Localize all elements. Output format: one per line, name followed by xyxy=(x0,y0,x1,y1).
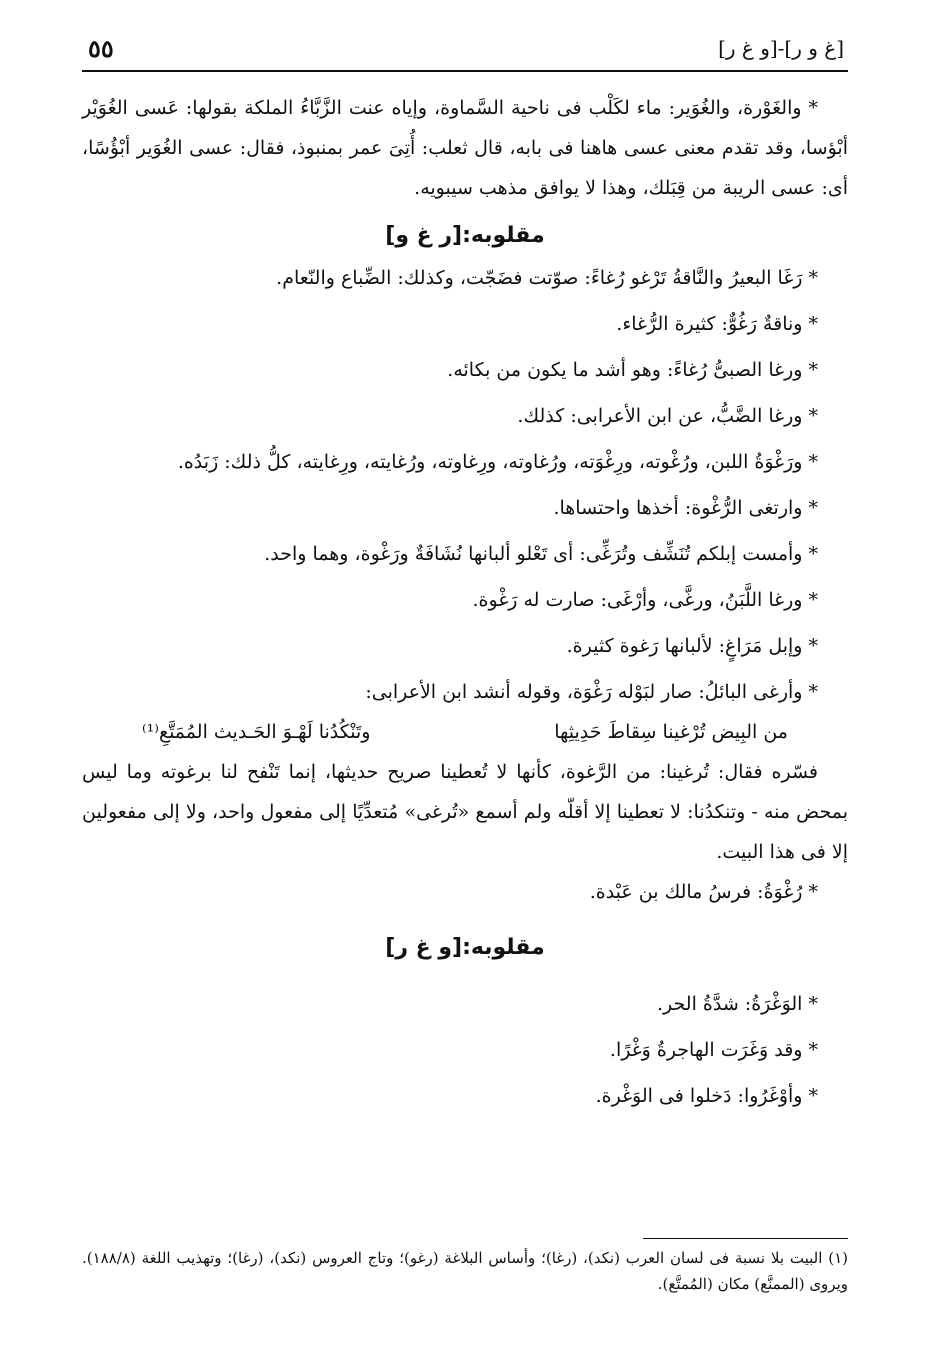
entry-item: * وارتغى الرُّغْوة: أخذها واحتساها. xyxy=(553,497,818,519)
footnote-item: (١) البيت بلا نسبة فى لسان العرب (نكد)، (رغا)؛ وأساس البلاغة (رغو)؛ وتاج العروس (نكد)، (رغا)؛ وتهذيب اللغة (١٨٨/٨). ويروى (الممنَّع) مكان (المُمتَّع). xyxy=(82,1249,848,1293)
page-header xyxy=(82,30,848,72)
page-number: ٥٥ xyxy=(88,34,114,63)
verse-hemistich-first: من البِيض تُرْغينا سِقاطَ حَدِيثِها xyxy=(554,721,788,743)
verse-hemistich-second: وتَنْكُدُنا لَهْـوَ الحَـديث المُمَتَّعِ⁽¹⁾ xyxy=(142,721,371,743)
entry-item: * ورَغْوَةُ اللبن، ورُغْوته، ورِغْوَته، ورُغاوته، ورِغاوته، ورُغايته، ورِغايته، كلُّ ذلك: زَبَدُه. xyxy=(177,451,818,473)
entry-item: * الوَغْرَةُ: شدَّةُ الحر. xyxy=(657,993,818,1015)
paragraph-ghawra: * والغَوْرة، والغُوَير: ماء لكَلْب فى ناحية السَّماوة، وإياه عنت الزَّبَّاءُ الملكة بقولها: عَسى الغُوَيْر أبْؤسا، وقد تقدم معنى عسى هاهنا فى بابه، قال ثعلب: أُتِىَ عمر بمنبوذ، فقال: عسى الغُوَير أبْؤُسًا، أى: عسى الريبة من قِبَلك، وهذا لا يوافق مذهب سيبويه. xyxy=(82,97,848,199)
entry-item: * ورغا الصبىُّ رُغاءً: وهو أشد ما يكون من بكائه. xyxy=(447,359,818,381)
entry-item: * رَغَا البعيرُ والنَّاقةُ تَرْغو رُغاءً: صوّتت فضَجّت، وكذلك: الضِّباع والنّعام. xyxy=(276,267,818,289)
poetry-verse xyxy=(82,712,848,752)
entry-item: * وأرغى البائلُ: صار لبَوْله رَغْوَة، وقوله أنشد ابن الأعرابى: xyxy=(365,681,818,703)
verse-explanation: فسّره فقال: تُرغينا: من الرَّغوة، كأنها لا تُعطينا صريح حديثها، إنما تَنْفح لنا برغوته وما ليس بمحض منه - وتنكدُنا: لا تعطينا إلا أقلّه ولم أسمع «تُرغى» مُتعدِّيًا إلى مفعول واحد، ولا إلى مفعولين إلا فى هذا البيت. xyxy=(82,761,848,863)
entry-item: * وأوْغَرُوا: دَخلوا فى الوَغْرة. xyxy=(595,1085,818,1107)
section-heading-w-gh-r: مقلوبه:[و غ ر] xyxy=(385,935,545,960)
entry-item: * رُغْوَةُ: فرسُ مالك بن عَبْدة. xyxy=(589,881,818,903)
main-text xyxy=(82,88,848,1116)
footnote-divider xyxy=(643,1238,848,1239)
section-heading-rgh-w: مقلوبه:[ر غ و] xyxy=(385,223,545,248)
entry-item: * وناقةٌ رَغُوٌّ: كثيرة الرُّغاء. xyxy=(616,313,818,335)
entry-item: * ورغا اللَّبَنُ، ورغَّى، وأرْغَى: صارت له رَغْوة. xyxy=(472,589,818,611)
entry-item: * وقد وَغَرَت الهاجرةُ وَغْرًا. xyxy=(609,1039,818,1061)
footnotes xyxy=(82,1245,848,1297)
running-title: [غ و ر]-[و غ ر] xyxy=(718,36,844,60)
entry-item: * وأمست إبلكم تُنَشِّف وتُرَغِّى: أى تَعْلو ألبانها نُشَافَةٌ ورَغْوة، وهما واحد. xyxy=(264,543,818,565)
entry-item: * وإبل مَرَاغٍ: لألبانها رَغوة كثيرة. xyxy=(566,635,818,657)
entry-item: * ورغا الضَّبُّ، عن ابن الأعرابى: كذلك. xyxy=(517,405,818,427)
